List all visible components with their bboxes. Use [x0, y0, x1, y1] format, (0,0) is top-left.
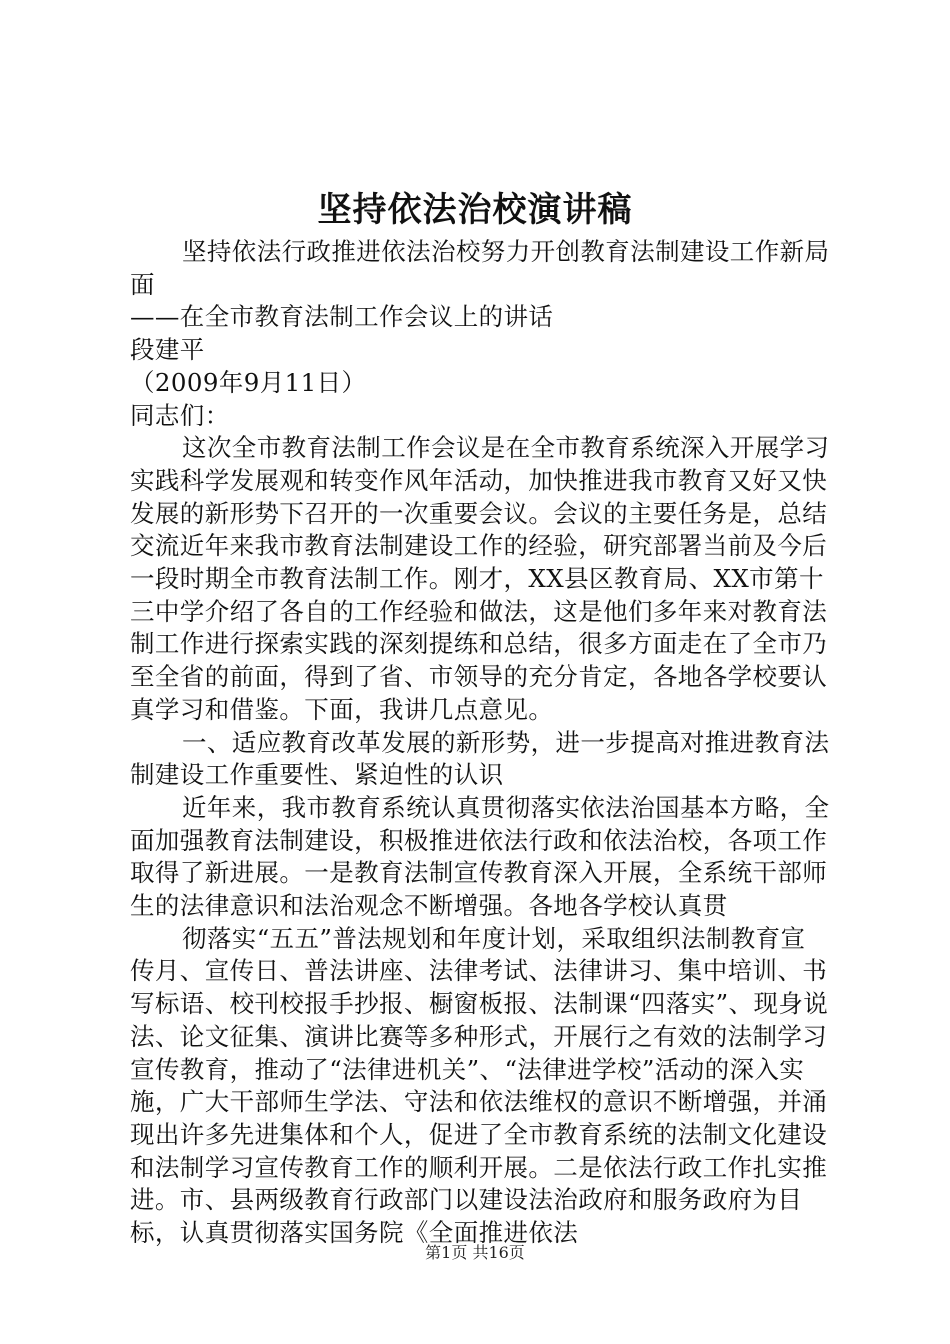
body-paragraph: 这次全市教育法制工作会议是在全市教育系统深入开展学习实践科学发展观和转变作风年活动，加快推进我市教育又好又快发展的新形势下召开的一次重要会议。会议的主要任务是，总结交流近年来我市教育法制建设工作的经验，研究部署当前及今后一段时期全市教育法制工作。刚才，XX县区教育局、XX市第十三中学介绍了各自的工作经验和做法，这是他们多年来对教育法制工作进行探索实践的深刻提练和总结，很多方面走在了全市乃至全省的前面，得到了省、市领导的充分肯定，各地各学校要认真学习和借鉴。下面，我讲几点意见。	[130, 433, 830, 724]
speaker-name: 段建平	[130, 335, 205, 365]
subtitle-note: ——在全市教育法制工作会议上的讲话	[130, 302, 554, 332]
body-paragraph: 彻落实“五五”普法规划和年度计划，采取组织法制教育宣传月、宣传日、普法讲座、法律考试、法律讲习、集中培训、书写标语、校刊校报手抄报、橱窗板报、法制课“四落实”、现身说法、论文征集、演讲比赛等多种形式，开展行之有效的法制学习宣传教育，推动了“法律进机关”、“法律进学校”活动的深入实施，广大干部师生学法、守法和依法维权的意识不断增强，并涌现出许多先进集体和个人，促进了全市教育系统的法制文化建设和法制学习宣传教育工作的顺利开展。二是依法行政工作扎实推进。市、县两级教育行政部门以建设法治政府和服务政府为目标，认真贯彻落实国务院《全面推进依法	[130, 923, 829, 1248]
document-body	[130, 236, 830, 1250]
salutation: 同志们：	[130, 400, 230, 430]
section-heading: 一、适应教育改革发展的新形势，进一步提高对推进教育法制建设工作重要性、紧迫性的认识	[130, 727, 830, 790]
body-paragraph: 近年来，我市教育系统认真贯彻落实依法治国基本方略，全面加强教育法制建设，积极推进依法行政和依法治校，各项工作取得了新进展。一是教育法制宣传教育深入开展，全系统干部师生的法律意识和法治观念不断增强。各地各学校认真贯	[130, 792, 830, 921]
page-footer: 第1页 共16页	[425, 1243, 525, 1262]
speech-date: （2009年9月11日）	[130, 367, 367, 397]
subtitle-paragraph: 坚持依法行政推进依法治校努力开创教育法制建设工作新局面	[130, 237, 830, 299]
document-title: 坚持依法治校演讲稿	[317, 190, 633, 230]
